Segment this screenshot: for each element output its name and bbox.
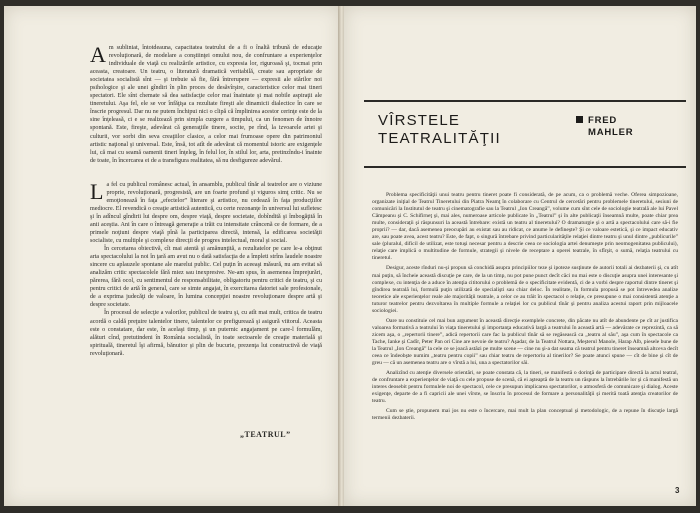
article-paragraph: Analizînd cu atenţie diversele orientări, se poate constata că, la tineri, se manifestă o dorinţă de participare directă la actul teatral, de confruntare a experienţelor de viaţă cu cele propuse de scenă, că ei aşteaptă de la teatru un răspuns la întrebările lor şi că manifestă un interes deosebit pentru formulele noi de spectacol, cele ce presupun implicarea spectatorilor, o atmosferă de comunicare şi dialog. Aceste exigenţe, departe de a fi capricii ale unei vîrste, se înscriu în procesul de formare a personalităţii şi merită toată atenţia creatorilor de teatru. <box>372 370 678 405</box>
article-body <box>372 192 678 425</box>
title-line-2: TEATRALITĂŢII <box>378 130 501 147</box>
article-author <box>576 115 633 139</box>
article-paragraph: Cum se ştie, propunem mai jos nu este o încercare, mai mult la plan conceptual şi metodologic, de a repune în discuţie largă termenii dezbaterii. <box>372 408 678 422</box>
editorial-paragraph-4: În procesul de selecţie a valorilor, publicul de teatru şi, cu atît mai mult, critica de teatru acordă o caldă preţuire talentelor tinere, talentelor ce prefigurează şi asigură viitorul. Aceasta este o constatare, dar este, în acelaşi timp, şi un puternic angajament pe care-l formulăm, alături cînd, pretutindeni în România socialistă, în toate sectoarele de creaţie materială şi spirituală, tineretul îşi afirmă, bănuitor şi plin de bucurie, prezenţa lui constructivă de viaţă revoluţionară. <box>90 310 322 357</box>
article-paragraph: Oare nu constituie cel mai bun argument în această direcţie exemplele concrete, din păcate nu atît de abundente pe cît ar justifica valoarea formativă a teatrului în viaţa tineretului şi importanţa educativă largă a teatrului în această artă — adevărate ce reprezintă, ca să zicem aşa, o „repertorii tinere”, adică repertorii care fac la publicul tînăr să se regăsească ca „teatru al său”, aşa cum în spectacole ca Tache, Ianke şi Cadîr, Peter Pan ori Cine are nevoie de teatru? Aşadar, de la Teatrul Nottara, Meşterul Manole, Harap Alb, piesele bune de la Teatrul „Ion Creangă” la cele ce se joacă astăzi pe multe scene — cine nu şi-a dat seama că teatrul pentru tineret înseamnă altceva decît ceea ce îndeobşte numim „teatru pentru copii” sau chiar teatru de repertoriu al tinerilor? Se poate atunci spune — cît de bine şi cît de greu — că un asemenea teatru are o vîrstă a lui, una a spectatorilor săi. <box>372 317 678 367</box>
paragraph-1-text: m subliniat, întotdeauna, capacitatea teatrului de a fi o înaltă tribună de educaţie revoluţionară, de modelare a conştiinţei omului nou, de confruntare a experienţelor individuale de viaţă cu realizările artistice, cu expresia lor, riguroasă şi, tocmai prin aceasta, creatoare. Un teatru, o literatură dramatică veritabilă, create sau apropriate de societatea socialistă sînt — şi trebuie să fie, fără întrerupere — expresii ale stărilor noi psihologice şi ale unei gîndiri în plin proces de desăvîrşire, caracteristice celor mai tineri spectatori. Ele sînt chemate să dea satisfacţie celor mai înaintate şi mai nobile aspiraţii ale tineretului. Aşa fel, ele se vor înfăţişa ca rezultate fireşti ale dinamicii dialectice în care se înscrie progresul. Dar nu ne putem închipui nici o clipă că împlinirea acestor cerinţe este de la sine înţeleasă, ci e se realizează prin simpla curgere a timpului, ca un fenomen de înnoire spontană. Este, fireşte, adevărat că generaţiile tinere, socite, pe rînd, la izvoarele artei şi culturii, vor sorbi din seva creaţiilor clasice, a celor mai frumoase opere din patrimoniul artistic naţional şi universal. Este, însă, tot atît de adevărat că momentul istoric are exigenţele lui, că mai cu seamă oamenii tineri înţeleg, în felul lor, în stilul lor, arta, pretinzîndu-i înainte de toate, în încercarea ei de a transfigura realitatea, să nu desfigureze adevărul. <box>90 45 322 164</box>
editorial-paragraph-2 <box>90 178 322 245</box>
page-number: 3 <box>675 486 680 495</box>
editorial-text <box>90 44 322 358</box>
article-header <box>364 100 686 168</box>
square-bullet-icon <box>576 116 583 123</box>
editorial-paragraph-3: În cercetarea obiectivă, cît mai atentă şi amănunţită, a rezultatelor pe care le-a obţinut arta spectacolului la noi în ţară am avut nu o dată satisfacţia de a împleti strîns laudele noastre sincere cu aplauzele spontane ale marelui public. Cel puţin în aceeaşi măsură, nu am evitat să analizăm critic spectacolele fără miez sau inexpresive. Ne-am spus, în asemenea împrejurări, părerea, fără ocol, cu sentimentul de responsabilitate, obligatoriu pentru critici de teatru, şi cu pentru critici de artă în general, care se simte angajat, în exercitarea datoriei sale profesionale, de a exprima judecăţi de valoare, în lumina concepţiei noastre revoluţionare despre artă şi despre societate. <box>90 246 322 309</box>
article-paragraph: Desigur, aceste rînduri nu-şi propun să conchidă asupra principiilor teze şi ipoteze susţinute de autorii totali ai dezbaterii şi, cu atît mai puţin, să încheie această discuţie pe care, de la un timp, nu pot pune punct decît căci nu mai este o discuţie asupra unei interesante şi complexe, cu intenţia de a aduce în atenţia cititorului o problemă de o specificitate evidentă, ci de a vorbi despre raportul dintre tineret şi gîndirea teatrală lui, formulă puţin utilizată de specialişti sau chiar deloc. În realitate, în formula propusă se pot întrevedea analize teoretice ale experienţelor reale ale majorităţii teatrale, a celor ce au trăit în spectacol o relaţie, ce presupune o mai consistentă atenţie a tuturor teatrelor pentru dezvoltarea în multiple formule a relaţiei lor cu publicul tînăr şi pentru analiza acestui raport prin mijloacele sociologiei. <box>372 265 678 314</box>
right-page <box>344 6 696 506</box>
dropcap-a: A <box>90 42 106 67</box>
left-page <box>4 6 341 506</box>
title-line-1: VÎRSTELE <box>378 112 461 129</box>
article-title <box>378 112 501 148</box>
editorial-paragraph-1 <box>90 44 322 165</box>
editorial-signature: „TEATRUL” <box>240 430 291 439</box>
paragraph-2-text: a fel cu publicul românesc actual, în ansamblu, publicul tînăr al teatrelor are o viziune proprie, revoluţionară, progresistă, are un foarte profund şi viguros simţ critic. Nu se emoţionează în faţa „efectelor” literare şi artistice, nu cedează în faţa producţiilor mediocre. El revendică o creaţie artistică autentică, cu certe rezonanţe în universul lui sufletesc şi în adîncul gîndirii lui despre om, despre viaţă, despre societate, dobîndită şi îmbogăţită în anii aceştia. Ani în care o întreagă generaţie a trăit cu intensitate crâncenă ce de formare, de a primele noţiuni despre viaţă pînă la participarea directă, intensă, la edificarea societăţii socialiste, cu multiple şi complexe direcţii de progres intelectual, moral şi social. <box>90 181 322 245</box>
author-line-2: MAHLER <box>588 127 634 138</box>
article-paragraph: Problema specificităţii unui teatru pentru tineret poate fi considerată, de pe acum, ca o problemă veche. Oferea simpozioane, organizate iniţial de Teatrul Tineretului din Piatra Neamţ în colaborare cu Centrul de cercetări pentru problemele tineretului, sesiuni de comunicări la Institutul de teatru şi cinematografie sau la Teatrul „Ion Creangă”, volume cum sînt cele de sociologie teatrală ale lui Pavel Câmpeanu şi C. Schifirneţ şi, mai ales, numeroase articole publicate în „Teatrul” şi în alte publicaţii înseamnă multe, poate chiar prea multe, consideraţii şi răspunsuri la această întrebare: există un teatru al tineretului? O dramaturgie şi o artă a spectacolului care să-i fie proprii? — dar, dacă asemenea preocupări au existat sau au ridicat, ce anume le defineşte? Şi ce valoare estetică, şi ce impact educativ are, sau poate avea, acest teatru? Este, de fapt, o singură întrebare privind particularităţile relaţiei dintre teatru şi unul dintre „publicurile” sale (pluralul, dificil de utilizat, este totuşi necesar pentru a descrie ceea ce sociologia artei denumeşte prin neomogenitatea publicului), relaţie care implică o multitudine de formule, strategii şi nivele de receptare a operei teatrale, în sfîrşit, o sumă, relaţia teatrului cu tineretul. <box>372 192 678 262</box>
dropcap-l: L <box>90 178 104 204</box>
author-line-1: FRED <box>588 115 618 126</box>
